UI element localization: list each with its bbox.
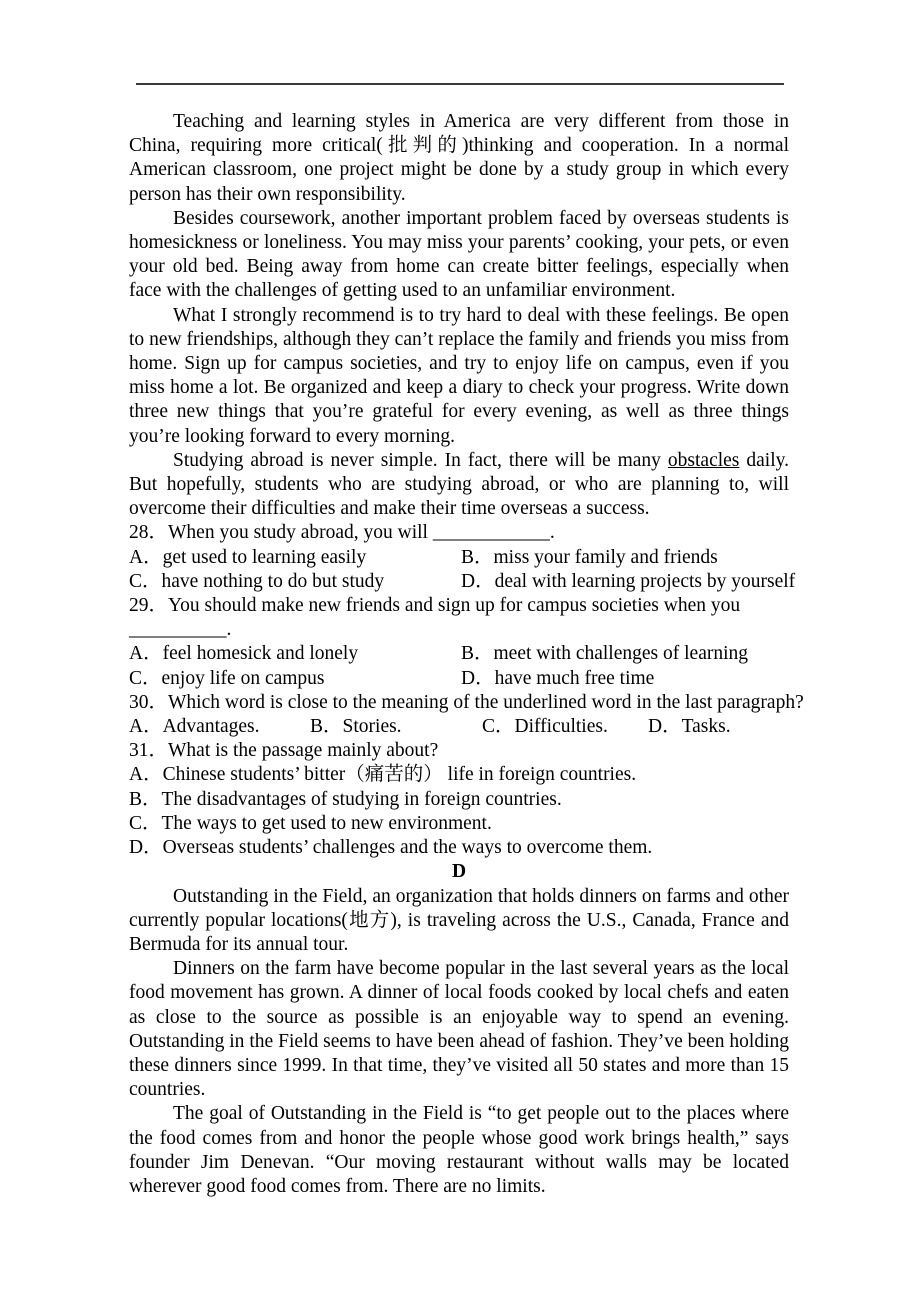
question-31 — [129, 739, 789, 763]
passage-paragraph-1: Teaching and learning styles in America are very different from those in China, requiring more critical(批判的)thinking and cooperation. In a normal American classroom, one project might be done by a study group in which every person has their own responsibility. — [129, 111, 789, 205]
paragraph-text: Studying abroad is never simple. In fact, there will be many — [173, 449, 668, 471]
exam-content — [129, 110, 804, 1199]
section-d-paragraph-3: The goal of Outstanding in the Field is “to get people out to the places where the food comes from and honor the people whose good work brings health,” says founder Jim Denevan. “Our moving restaurant without walls may be located wherever good food comes from. There are no limits. — [129, 1103, 789, 1197]
question-number: 29． — [129, 595, 169, 617]
question-28-options-row-1 — [129, 546, 789, 570]
option-31-c — [129, 812, 789, 836]
option-text: miss your family and friends — [493, 546, 718, 568]
question-30 — [129, 691, 804, 715]
option-text: Tasks. — [681, 716, 731, 738]
option-29-a — [129, 642, 461, 666]
passage-paragraph-2: Besides coursework, another important problem faced by overseas students is homesickness or loneliness. You may miss your parents’ cooking, your pets, or even your old bed. Being away from home can create bitter feelings, especially when face with the challenges of getting used to an unfamiliar environment. — [129, 207, 789, 302]
option-letter: A． — [129, 716, 163, 738]
option-letter: D． — [461, 667, 495, 689]
option-text: have much free time — [494, 667, 655, 689]
option-30-a — [129, 715, 310, 739]
option-28-b — [461, 546, 718, 570]
question-text: What is the passage mainly about? — [168, 740, 439, 762]
section-d-paragraph-1: Outstanding in the Field, an organization that holds dinners on farms and other currently popular locations(地方), is traveling across the U.S., Canada, France and Bermuda for its annual tour. — [129, 885, 789, 955]
option-letter: C． — [129, 667, 162, 689]
option-29-d — [461, 667, 654, 691]
option-letter: B． — [129, 788, 162, 810]
option-letter: C． — [129, 570, 162, 592]
option-letter: B． — [310, 716, 343, 738]
option-letter: C． — [129, 812, 162, 834]
question-29-options-row-1 — [129, 642, 789, 666]
option-text: Stories. — [342, 716, 402, 738]
option-text: meet with challenges of learning — [493, 643, 749, 665]
option-text: deal with learning projects by yourself — [494, 570, 796, 592]
question-text: Which word is close to the meaning of the underlined word in the last paragraph? — [168, 691, 804, 713]
question-30-options-row — [129, 715, 789, 739]
option-30-c — [482, 715, 648, 739]
question-text: When you study abroad, you will ____________. — [168, 522, 555, 544]
paragraph-text: daily. But hopefully, students who are studying abroad, or who are planning to, will overcome their difficulties and make their time overseas a success. — [129, 449, 789, 520]
option-28-c — [129, 570, 461, 594]
option-29-b — [461, 642, 748, 666]
option-28-a — [129, 546, 461, 570]
question-29-options-row-2 — [129, 667, 789, 691]
option-31-b — [129, 788, 789, 812]
question-text: You should make new friends and sign up for campus societies when you — [168, 595, 741, 617]
option-text: Advantages. — [162, 716, 260, 738]
option-letter: A． — [129, 643, 163, 665]
option-text: get used to learning easily — [162, 546, 367, 568]
option-30-b — [310, 715, 482, 739]
option-text: feel homesick and lonely — [162, 643, 359, 665]
section-d-paragraph-2: Dinners on the farm have become popular in the last several years as the local food movement has grown. A dinner of local foods cooked by local chefs and eaten as close to the source as possible is an enjoyable way to spend an evening. Outstanding in the Field seems to have been ahead of fashion. They’ve been holding these dinners since 1999. In that time, they’ve visited all 50 states and more than 15 countries. — [129, 958, 789, 1101]
option-letter: D． — [461, 570, 495, 592]
passage-paragraph-3: What I strongly recommend is to try hard to deal with these feelings. Be open to new friendships, although they can’t replace the family and friends you miss from home. Sign up for campus societies, and try to enjoy life on campus, even if you miss home a lot. Be organized and keep a diary to check your progress. Write down three new things that you’re grateful for every evening, as well as three things you’re looking forward to every morning. — [129, 304, 789, 447]
page-divider-rule — [136, 83, 784, 85]
underlined-word: obstacles — [667, 449, 740, 471]
option-30-d — [648, 715, 731, 739]
option-letter: D． — [648, 716, 682, 738]
option-letter: B． — [461, 546, 494, 568]
option-text: enjoy life on campus — [161, 667, 325, 689]
question-29-blank: __________. — [129, 619, 232, 641]
option-letter: B． — [461, 643, 494, 665]
question-28-options-row-2 — [129, 570, 796, 594]
question-number: 28． — [129, 522, 169, 544]
option-letter: A． — [129, 546, 163, 568]
option-31-d — [129, 836, 789, 860]
option-29-c — [129, 667, 461, 691]
option-28-d — [461, 570, 795, 594]
question-29 — [129, 594, 789, 618]
question-28 — [129, 521, 789, 545]
option-letter: D． — [129, 837, 163, 859]
option-letter: A． — [129, 764, 163, 786]
option-text: Overseas students’ challenges and the ways to overcome them. — [162, 837, 653, 859]
section-d-heading: D — [451, 861, 467, 883]
option-text: Difficulties. — [514, 716, 608, 738]
option-letter: C． — [482, 716, 515, 738]
option-text: have nothing to do but study — [161, 570, 385, 592]
option-text: The disadvantages of studying in foreign countries. — [161, 788, 562, 810]
passage-paragraph-4 — [129, 449, 789, 522]
option-text: The ways to get used to new environment. — [161, 812, 492, 834]
question-number: 30． — [129, 691, 169, 713]
option-text: Chinese students’ bitter（痛苦的） life in foreign countries. — [162, 764, 637, 786]
option-31-a — [129, 763, 789, 787]
question-number: 31． — [129, 740, 169, 762]
